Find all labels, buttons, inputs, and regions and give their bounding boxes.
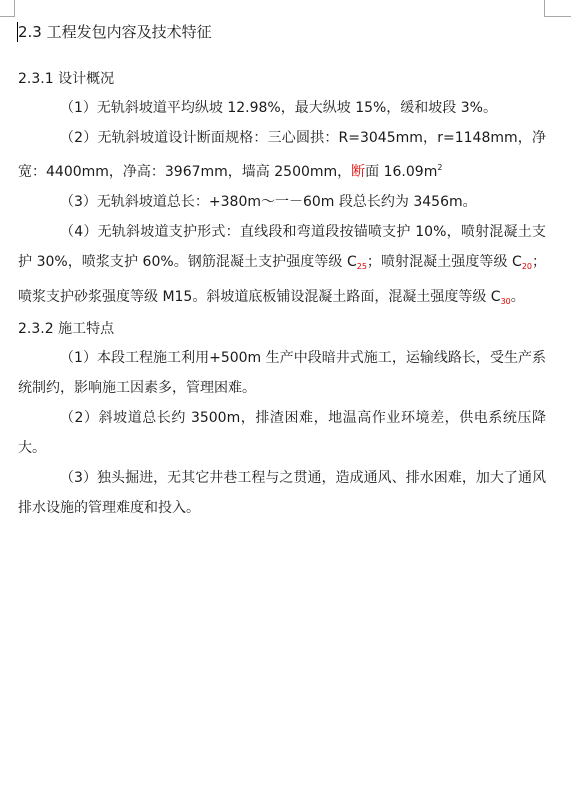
subsection-heading-design: 2.3.1 设计概况 <box>18 71 115 87</box>
design-paragraph-3: （3）无轨斜坡道总长：+380m～一－60m 段总长约为 3456m。 <box>60 194 477 210</box>
section-title: 2.3 工程发包内容及技术特征 <box>18 23 212 41</box>
subscript-grade-2: 20 <box>521 262 532 271</box>
construction-paragraph-3: （3）独头掘进，无其它井巷工程与之贯通，造成通风、排水困难，加大了通风排水设施的管理难度和投入。 <box>18 470 546 516</box>
construction-paragraph-1: （1）本段工程施工利用+500m 生产中段暗井式施工，运输线路长，受生产系统制约，影响施工因素多，管理困难。 <box>18 350 546 396</box>
design-paragraph-2-text: （2）无轨斜坡道设计断面规格：三心圆拱：R=3045mm，r=1148mm，净宽：4400mm，净高：3967mm，墙高 2500mm， <box>18 130 546 180</box>
construction-paragraph-2: （2）斜坡道总长约 3500m，排渣困难，地温高作业环境差，供电系统压降大。 <box>18 410 546 456</box>
highlighted-word: 断 <box>351 164 366 180</box>
subsection-heading-construction: 2.3.2 施工特点 <box>18 321 115 337</box>
design-paragraph-2 <box>18 123 546 187</box>
design-paragraph-1: （1）无轨斜坡道平均纵坡 12.98%，最大纵坡 15%，缓和坡段 3%。 <box>60 100 497 116</box>
design-paragraph-4 <box>18 217 546 317</box>
superscript-2: 2 <box>437 163 443 172</box>
design-paragraph-2-area: 面 16.09m <box>365 164 438 180</box>
design-paragraph-4-part-b: ；喷射混凝土强度等级 C <box>366 254 522 270</box>
page-corner-mark-top-right <box>544 0 571 17</box>
subscript-grade-3: 30 <box>500 297 511 306</box>
design-paragraph-4-part-a: （4）无轨斜坡道支护形式：直线段和弯道段按锚喷支护 10%，喷射混凝土支护 30%，喷浆支护 60%。钢筋混凝土支护强度等级 C <box>18 224 546 270</box>
subscript-grade-1: 25 <box>356 262 367 271</box>
document-body[interactable] <box>18 20 546 523</box>
design-paragraph-4-part-c: ；喷浆支护砂浆强度等级 M15。斜坡道底板铺设混凝土路面，混凝土强度等级 C <box>18 254 546 305</box>
page-corner-mark-top-left <box>0 0 15 17</box>
design-paragraph-4-part-d: 。 <box>510 289 525 305</box>
